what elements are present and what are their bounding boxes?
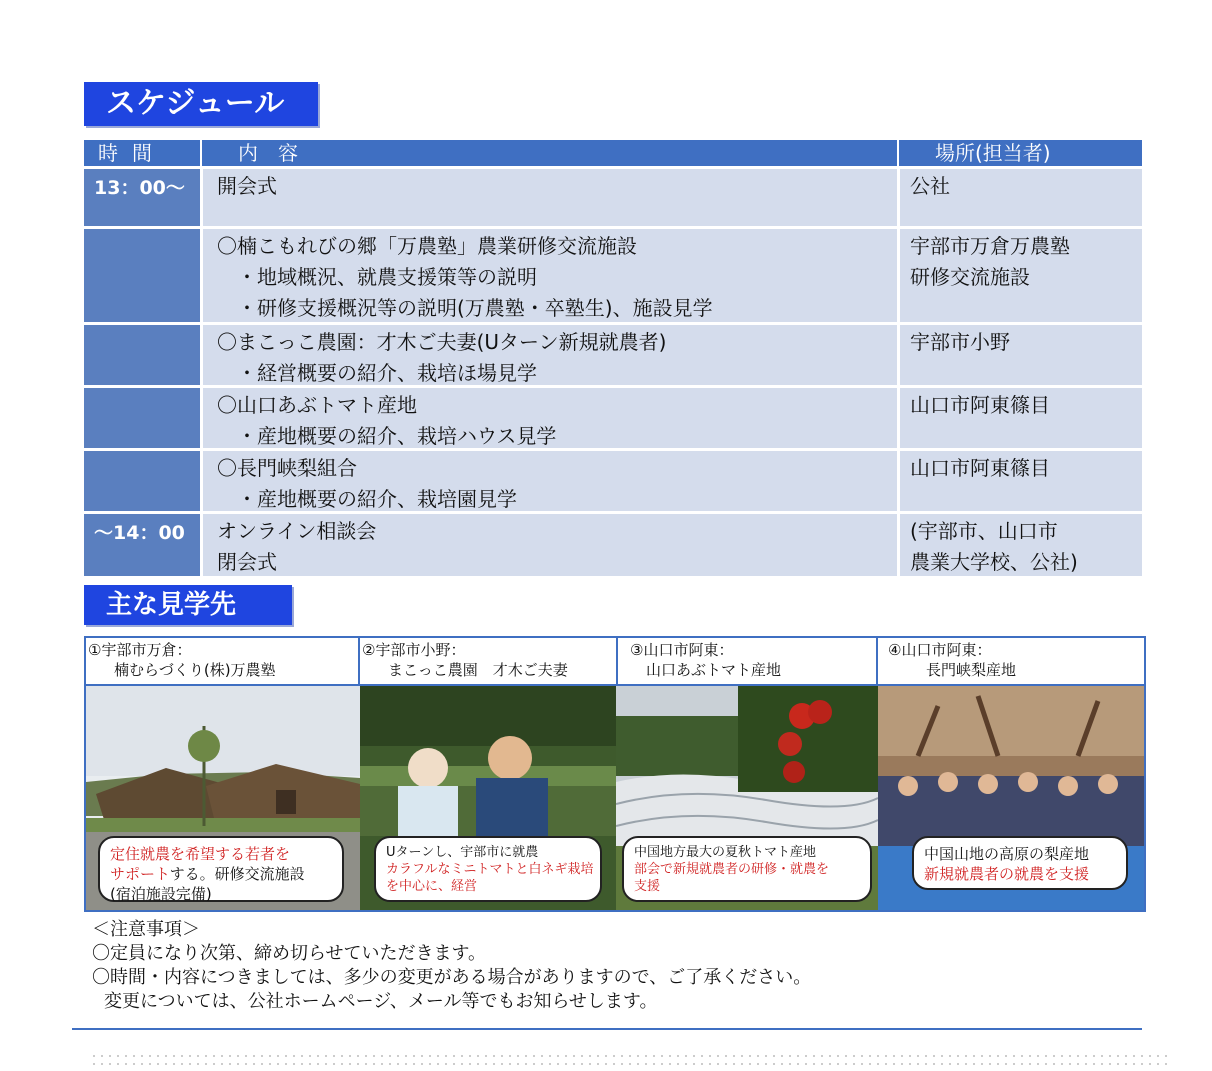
visit-caption-1 <box>98 836 344 902</box>
visit-caption-4 <box>912 836 1128 890</box>
place-line: 研修交流施設 <box>910 265 1030 289</box>
visit-name: 楠むらづくり(株)万農塾 <box>114 661 276 679</box>
row-content <box>200 451 897 511</box>
table-row <box>84 226 1142 322</box>
row-place <box>897 514 1142 576</box>
table-row <box>84 322 1142 385</box>
content-line: 〇山口あぶトマト産地 <box>217 393 417 417</box>
visits-heading: 主な見学先 <box>84 585 292 625</box>
place-line: 山口市阿東篠目 <box>910 456 1050 480</box>
content-line: 〇長門峡梨組合 <box>217 456 357 480</box>
row-content <box>200 325 897 385</box>
notes <box>92 918 811 1014</box>
note-item: 〇定員になり次第、締め切らせていただきます。 <box>92 943 487 964</box>
row-time: ～14：00 <box>84 514 200 576</box>
place-line: 宇部市小野 <box>910 330 1010 354</box>
place-line: 山口市阿東篠目 <box>910 393 1050 417</box>
content-line: 開会式 <box>217 174 277 198</box>
place-line: (宇部市、山口市 <box>910 519 1058 543</box>
visit-location: ④山口市阿東： <box>888 641 992 659</box>
content-line: ・地域概況、就農支援策等の説明 <box>237 265 537 289</box>
caption-text: (宿泊施設完備) <box>110 885 212 903</box>
content-line: ・経営概要の紹介、栽培ほ場見学 <box>237 361 537 385</box>
notes-title: ＜注意事項＞ <box>92 919 200 940</box>
row-time <box>84 451 200 511</box>
row-place <box>897 451 1142 511</box>
visit-location: ①宇部市万倉： <box>88 641 192 659</box>
row-time <box>84 325 200 385</box>
visit-photo-1 <box>86 686 360 910</box>
row-place <box>897 229 1142 322</box>
visit-photo-3 <box>616 686 878 910</box>
caption-text: サポート <box>110 865 170 883</box>
divider <box>72 1028 1142 1030</box>
visit-photo-2 <box>360 686 616 910</box>
row-content <box>200 169 897 226</box>
note-item: 〇時間・内容につきましては、多少の変更がある場合がありますので、ご了承ください。 <box>92 967 812 988</box>
content-line: オンライン相談会 <box>217 519 377 543</box>
caption-text: カラフルなミニトマトと白ネギ栽培 <box>386 862 594 877</box>
row-time: 13：00～ <box>84 169 200 226</box>
caption-text: する。研修交流施設 <box>169 865 305 883</box>
content-line: ・産地概要の紹介、栽培園見学 <box>237 487 517 511</box>
table-row <box>84 511 1142 576</box>
row-content <box>200 388 897 448</box>
schedule-table <box>84 140 1142 576</box>
caption-text: を中心に、経営 <box>386 879 478 894</box>
content-line: 〇楠こもれびの郷「万農塾」農業研修交流施設 <box>217 234 637 258</box>
caption-text: 定住就農を希望する若者を <box>110 845 291 863</box>
content-line: 閉会式 <box>217 550 277 574</box>
visit-name: 長門峡梨産地 <box>926 661 1017 679</box>
caption-text: 中国地方最大の夏秋トマト産地 <box>634 845 817 860</box>
table-row <box>84 166 1142 226</box>
caption-text: Uターンし、宇部市に就農 <box>386 845 539 860</box>
visit-header-2 <box>360 638 618 686</box>
place-line: 公社 <box>910 174 950 198</box>
dotted-divider <box>90 1052 1170 1066</box>
place-line: 農業大学校、公社) <box>910 550 1078 574</box>
row-content <box>200 514 897 576</box>
caption-text: 部会で新規就農者の研修・就農を <box>634 862 830 877</box>
header-content: 内容 <box>200 140 897 166</box>
content-line: ・研修支援概況等の説明(万農塾・卒塾生)、施設見学 <box>237 296 713 320</box>
header-place: 場所(担当者) <box>897 140 1142 166</box>
visit-header-4 <box>878 638 1144 686</box>
row-content <box>200 229 897 322</box>
table-row <box>84 448 1142 511</box>
caption-text: 新規就農者の就農を支援 <box>924 865 1090 883</box>
table-row <box>84 385 1142 448</box>
content-line: ・産地概要の紹介、栽培ハウス見学 <box>237 424 557 448</box>
row-place <box>897 388 1142 448</box>
visit-caption-3 <box>622 836 872 902</box>
caption-text: 支援 <box>634 879 661 894</box>
note-item: 変更については、公社ホームページ、メール等でもお知らせします。 <box>104 991 658 1012</box>
visit-header-3 <box>618 638 878 686</box>
schedule-heading: スケジュール <box>84 82 318 126</box>
visit-location: ③山口市阿東： <box>630 641 734 659</box>
place-line: 宇部市万倉万農塾 <box>910 234 1070 258</box>
visit-photo-4 <box>878 686 1144 910</box>
visit-name: まこっこ農園 才木ご夫妻 <box>388 661 568 679</box>
row-time <box>84 388 200 448</box>
visit-name: 山口あぶトマト産地 <box>646 661 782 679</box>
content-line: 〇まこっこ農園：才木ご夫妻(Uターン新規就農者) <box>217 330 667 354</box>
visit-caption-2 <box>374 836 602 902</box>
schedule-table-header <box>84 140 1142 166</box>
caption-text: 中国山地の高原の梨産地 <box>924 845 1090 863</box>
visit-header-1 <box>86 638 360 686</box>
row-place <box>897 325 1142 385</box>
visits-panel <box>84 636 1146 912</box>
visit-location: ②宇部市小野： <box>362 641 466 659</box>
header-time: 時間 <box>98 141 166 165</box>
row-place <box>897 169 1142 226</box>
row-time <box>84 229 200 322</box>
